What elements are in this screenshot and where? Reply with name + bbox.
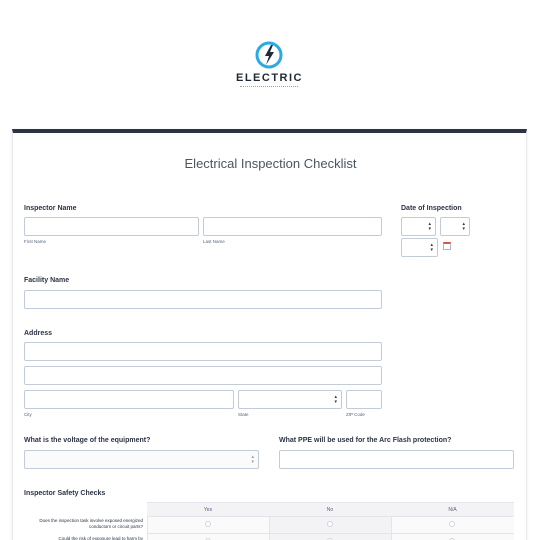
select-arrows-icon: ▴ ▾	[430, 241, 433, 253]
select-arrows-icon: ▴ ▾	[462, 220, 465, 232]
facility-name-label: Facility Name	[24, 277, 70, 284]
logo-text: ELECTRIC	[236, 72, 303, 84]
brand-logo	[0, 36, 539, 96]
column-header-na: N/A	[391, 502, 514, 516]
last-name-input[interactable]	[203, 217, 382, 236]
voltage-label: What is the voltage of the equipment?	[24, 437, 151, 444]
column-header-no: No	[269, 502, 391, 516]
select-arrows-icon: ▴ ▾	[334, 393, 337, 405]
street-address-input[interactable]	[24, 342, 382, 361]
first-name-sublabel: First Name	[24, 239, 47, 244]
day-select[interactable]	[440, 217, 470, 236]
date-label: Date of Inspection	[401, 205, 462, 212]
stepper-arrows-icon: ▴ ▾	[251, 453, 254, 465]
city-sublabel: City	[24, 412, 32, 417]
month-select[interactable]	[401, 217, 436, 236]
inspector-name-label: Inspector Name	[24, 205, 77, 212]
first-name-input[interactable]	[24, 217, 199, 236]
voltage-stepper[interactable]	[24, 450, 259, 469]
safety-checks-label: Inspector Safety Checks	[24, 490, 106, 497]
city-input[interactable]	[24, 390, 234, 409]
state-select[interactable]	[238, 390, 342, 409]
ppe-input[interactable]	[279, 450, 514, 469]
zip-code-input[interactable]	[346, 390, 382, 409]
electric-bolt-icon	[254, 40, 284, 70]
zip-code-sublabel: ZIP Code	[346, 412, 365, 417]
radio-na-row1[interactable]	[449, 521, 455, 527]
select-arrows-icon: ▴ ▾	[428, 220, 431, 232]
state-sublabel: State	[238, 412, 249, 417]
facility-name-input[interactable]	[24, 290, 382, 309]
form-card	[12, 129, 527, 540]
column-header-yes: Yes	[147, 502, 269, 516]
street-address-line2-input[interactable]	[24, 366, 382, 385]
logo-tagline-line	[240, 86, 298, 88]
form-title: Electrical Inspection Checklist	[184, 156, 357, 171]
year-select[interactable]	[401, 238, 438, 257]
radio-yes-row1[interactable]	[205, 521, 211, 527]
address-label: Address	[24, 330, 53, 337]
last-name-sublabel: Last Name	[203, 239, 225, 244]
ppe-label: What PPE will be used for the Arc Flash protection?	[279, 437, 452, 444]
radio-no-row1[interactable]	[327, 521, 333, 527]
safety-question-2: Could the risk of exposure lead to harm by	[58, 536, 143, 540]
calendar-icon[interactable]	[443, 242, 451, 250]
safety-question-1: Does the inspection task involve exposed energized conductors or circuit parts?	[39, 518, 143, 529]
